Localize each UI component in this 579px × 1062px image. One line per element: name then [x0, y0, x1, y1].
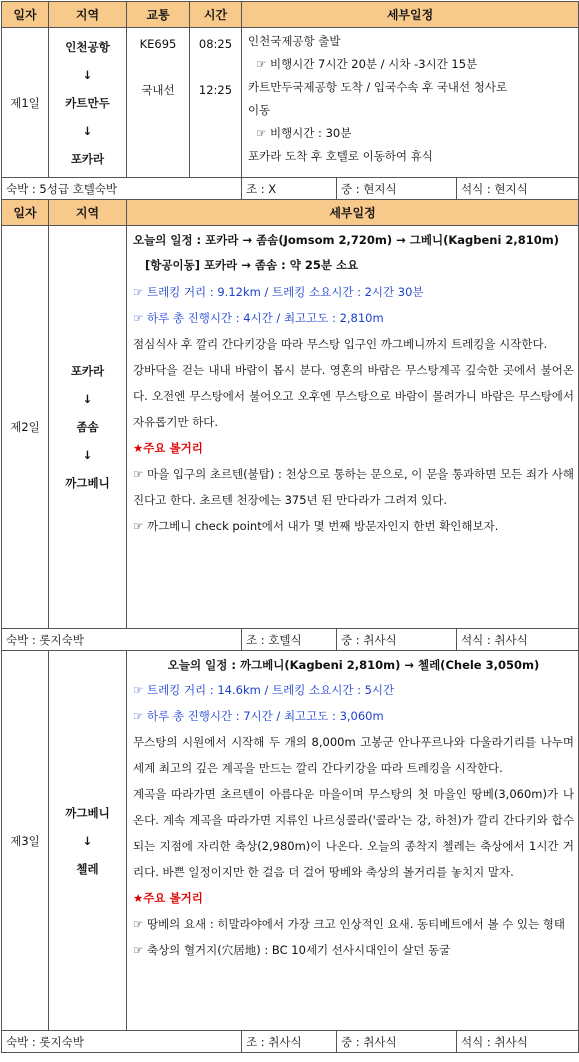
arrow-down-icon: ↓ [82, 392, 93, 406]
day2-footer [2, 629, 579, 651]
arrow-down-icon: ↓ [82, 448, 93, 462]
highlight-item: ☞ 까그베니 check point에서 내가 몇 번째 방문자인지 한번 확인해보자. [133, 519, 499, 533]
trek-distance: ☞ 트레킹 거리 : 9.12km / 트레킹 소요시간 : 2시간 30분 [133, 285, 424, 299]
dinner: 석식 : 취사식 [457, 1031, 579, 1053]
highlights-heading: ★주요 볼거리 [133, 441, 203, 455]
schedule-line: 이동 [248, 103, 271, 117]
day1-areas [49, 28, 127, 178]
trek-total: ☞ 하루 총 진행시간 : 4시간 / 최고고도 : 2,810m [133, 311, 384, 325]
day-title: 오늘의 일정 : 까그베니(Kagbeni 2,810m) → 첼레(Chele 3,050m) [167, 658, 540, 672]
lunch: 중 : 취사식 [337, 1031, 457, 1053]
arrow-down-icon: ↓ [82, 123, 93, 138]
highlight-item: ☞ 마을 입구의 초르텐(불탑) : 천상으로 통하는 문으로, 이 문을 통과하면 모든 죄가 사해진다고 한다. 초르텐 천장에는 375년 된 만다라가 그려져 있다. [133, 467, 575, 507]
header-area: 지역 [49, 2, 127, 28]
area-item: 첼레 [76, 861, 99, 876]
day1-footer [2, 178, 579, 200]
breakfast: 조 : X [242, 178, 337, 200]
day1-row [2, 28, 579, 178]
highlight-item: ☞ 축상의 혈거지(穴居地) : BC 10세기 선사시대인이 살던 동굴 [133, 943, 451, 957]
lunch: 중 : 현지식 [337, 178, 457, 200]
day3-row [2, 651, 579, 1031]
day3-schedule [127, 651, 579, 1031]
arrow-down-icon: ↓ [82, 833, 93, 848]
dinner: 석식 : 취사식 [457, 629, 579, 651]
itinerary-table [1, 1, 579, 1053]
day3-footer [2, 1031, 579, 1053]
day2-row [2, 226, 579, 629]
header-row-1 [2, 2, 579, 28]
schedule-line: ☞ 비행시간 : 30분 [256, 126, 352, 140]
day2-schedule [127, 226, 579, 629]
day-title: 오늘의 일정 : 포카라 → 좀솜(Jomsom 2,720m) → 그베니(Kagbeni 2,810m) [133, 233, 560, 247]
area-item: 까그베니 [65, 476, 110, 490]
schedule-line: 카트만두국제공항 도착 / 입국수속 후 국내선 청사로 [248, 80, 508, 94]
schedule-line: 인천국제공항 출발 [248, 34, 341, 48]
paragraph: 계곡을 따라가면 초르텐이 아름다운 마을이며 무스탕의 첫 마을인 땅베(3,060m)가 나온다. 계속 계곡을 따라가면 지류인 나르싱콜라('콜라'는 강, 하천)가 깔리 간다키와 합수되는 지점에 자리한 축상(2,980m)이 나온다. 오늘의 종착지 첼레는 축상에서 1시간 거리다. 바쁜 일정이지만 한 걸음 더 걸어 땅베와 축상의 볼거리를 놓치지 말자. [133, 787, 575, 879]
header-schedule: 세부일정 [127, 200, 579, 226]
lodging: 숙박 : 롯지숙박 [2, 1031, 242, 1053]
day2-areas [49, 226, 127, 629]
header-date: 일자 [2, 2, 49, 28]
header-transport: 교통 [127, 2, 190, 28]
header-row-2 [2, 200, 579, 226]
area-item: 카트만두 [65, 95, 110, 110]
schedule-line: ☞ 비행시간 7시간 20분 / 시차 -3시간 15분 [256, 57, 478, 71]
schedule-line: 포카라 도착 후 호텔로 이동하여 휴식 [248, 149, 433, 163]
breakfast: 조 : 취사식 [242, 1031, 337, 1053]
header-schedule: 세부일정 [242, 2, 579, 28]
paragraph: 강바닥을 걷는 내내 바람이 몹시 분다. 영혼의 바람은 무스탕계곡 깊숙한 곳에서 불어온다. 오전엔 무스탕에서 불어오고 오후엔 무스탕으로 바람이 몰려가니 바람은 무스탕에서 자유롭기만 하다. [133, 363, 575, 429]
paragraph: 무스탕의 시원에서 시작해 두 개의 8,000m 고봉군 안나푸르나와 다울라기리를 나누며 세계 최고의 깊은 계곡을 만드는 깔리 간다키강을 따라 트레킹을 시작한다. [133, 735, 575, 775]
header-date: 일자 [2, 200, 49, 226]
lodging: 숙박 : 5성급 호텔숙박 [2, 178, 242, 200]
day3-label: 제3일 [2, 651, 49, 1031]
header-area: 지역 [49, 200, 127, 226]
breakfast: 조 : 호텔식 [242, 629, 337, 651]
time-domestic: 12:25 [198, 83, 233, 97]
dinner: 석식 : 현지식 [457, 178, 579, 200]
area-item: 포카라 [70, 151, 105, 166]
area-item: 좀솜 [76, 420, 99, 434]
arrow-down-icon: ↓ [82, 67, 93, 82]
header-time: 시간 [190, 2, 242, 28]
day1-times [190, 28, 242, 178]
lodging: 숙박 : 롯지숙박 [2, 629, 242, 651]
day3-areas [49, 651, 127, 1031]
trek-total: ☞ 하루 총 진행시간 : 7시간 / 최고고도 : 3,060m [133, 709, 384, 723]
area-item: 까그베니 [65, 805, 110, 820]
day2-label: 제2일 [2, 226, 49, 629]
time-depart: 08:25 [198, 37, 233, 51]
day1-schedule [242, 28, 579, 178]
paragraph: 점심식사 후 깔리 간다키강을 따라 무스탕 입구인 까그베니까지 트레킹을 시작한다. [133, 337, 548, 351]
trek-distance: ☞ 트레킹 거리 : 14.6km / 트레킹 소요시간 : 5시간 [133, 683, 395, 697]
day1-label: 제1일 [2, 28, 49, 178]
flight-info: [항공이동] 포카라 → 좀솜 : 약 25분 소요 [145, 258, 359, 272]
flight-code: KE695 [139, 37, 177, 51]
area-item: 인천공항 [65, 39, 110, 54]
highlight-item: ☞ 땅베의 요새 : 히말라야에서 가장 크고 인상적인 요새. 동티베트에서 볼 수 있는 형태 [133, 917, 565, 931]
day1-transport [127, 28, 190, 178]
area-item: 포카라 [70, 364, 105, 378]
domestic-flight: 국내선 [141, 83, 175, 97]
lunch: 중 : 취사식 [337, 629, 457, 651]
highlights-heading: ★주요 볼거리 [133, 891, 203, 905]
